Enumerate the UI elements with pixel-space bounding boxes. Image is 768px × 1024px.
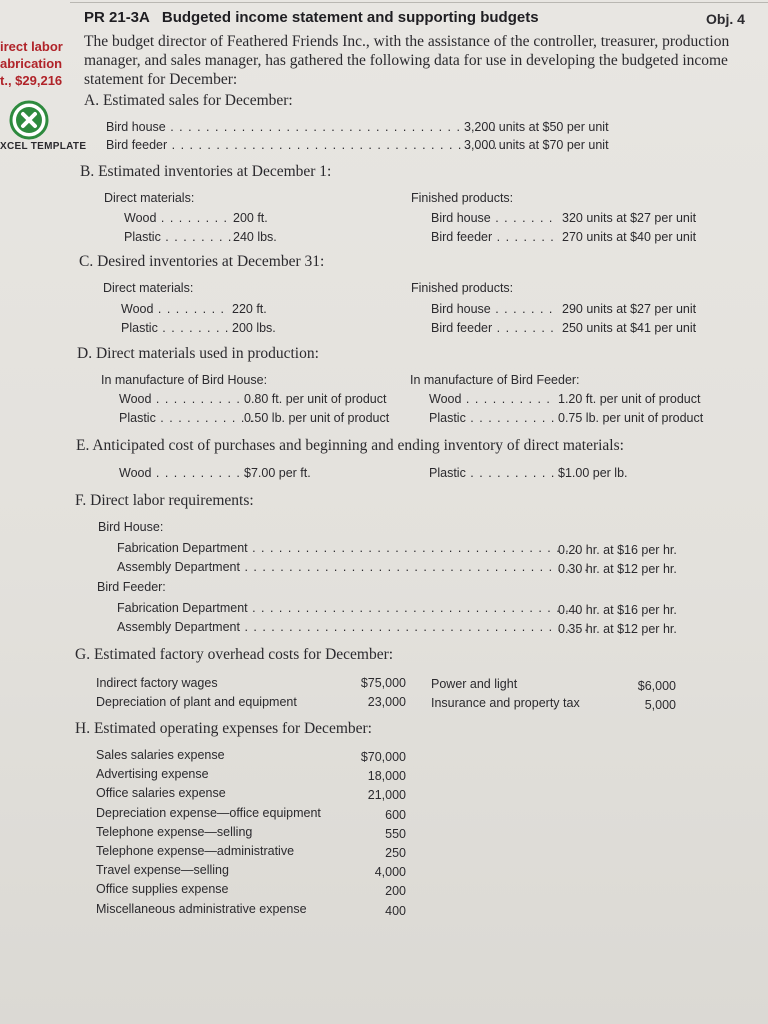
h-row-value: 600 [385, 808, 406, 822]
h-row-value: 200 [385, 884, 406, 898]
b-birdfeeder-value: 270 units at $40 per unit [562, 230, 697, 244]
h-row-value: 250 [385, 846, 406, 860]
h-row-label: Advertising expense [96, 767, 209, 781]
f-house-fab-value: 0.20 hr. at $16 per hr. [558, 543, 677, 557]
section-h-heading: H. Estimated operating expenses for December: [75, 720, 372, 737]
sales-birdhouse-value: 3,200 units at $50 per unit [464, 120, 609, 134]
f-feeder-fab-label: Fabrication Department . . . . . . . . . . . . . . . . . . . . . . . . . . . . . . . . . . . . . [117, 601, 579, 615]
f-feeder-label: Bird Feeder: [97, 580, 166, 594]
f-house-label: Bird House: [98, 520, 164, 534]
h-row-value: 4,000 [374, 865, 406, 879]
e-plastic-label: Plastic . . . . . . . . . . [429, 466, 556, 480]
g-indirect-wages-label: Indirect factory wages [96, 676, 218, 690]
b-plastic-label: Plastic . . . . . . . . [124, 230, 233, 244]
d-house-wood-value: 0.80 ft. per unit of product [244, 392, 387, 406]
h-row-label: Depreciation expense—office equipment [96, 806, 321, 820]
d-feeder-wood-value: 1.20 ft. per unit of product [558, 392, 701, 406]
c-birdhouse-label: Bird house . . . . . . . [431, 302, 554, 316]
f-house-fab-label: Fabrication Department . . . . . . . . . . . . . . . . . . . . . . . . . . . . . . . . . . . . . [117, 541, 579, 555]
problem-number: PR 21-3A [84, 9, 150, 26]
d-feeder-plastic-label: Plastic . . . . . . . . . . [429, 411, 556, 425]
c-wood-label: Wood . . . . . . . . [121, 302, 226, 316]
c-birdhouse-value: 290 units at $27 per unit [562, 302, 697, 316]
h-row-value: 18,000 [367, 769, 406, 783]
section-a-heading: A. Estimated sales for December: [84, 92, 293, 109]
h-row-label: Telephone expense—administrative [96, 844, 295, 858]
d-feeder-plastic-value: 0.75 lb. per unit of product [558, 411, 704, 425]
f-feeder-fab-value: 0.40 hr. at $16 per hr. [558, 603, 677, 617]
c-plastic-value: 200 lbs. [232, 321, 276, 335]
d-house-plastic-label: Plastic . . . . . . . . . . . [119, 411, 255, 425]
h-row-label: Telephone expense—selling [96, 825, 253, 839]
section-f-heading: F. Direct labor requirements: [75, 492, 254, 509]
sales-birdhouse-label: Bird house . . . . . . . . . . . . . . . . . . . . . . . . . . . . . . . . . . . . . [106, 120, 497, 134]
c-wood-value: 220 ft. [232, 302, 267, 316]
h-row-label: Office supplies expense [96, 882, 229, 896]
g-insurance-label: Insurance and property tax [431, 696, 580, 710]
section-g-heading: G. Estimated factory overhead costs for December: [75, 646, 394, 663]
h-row-label: Travel expense—selling [96, 863, 229, 877]
e-wood-label: Wood . . . . . . . . . . . [119, 466, 250, 480]
b-finished-label: Finished products: [411, 191, 514, 205]
g-depreciation-value: 23,000 [367, 695, 406, 709]
f-house-asm-label: Assembly Department . . . . . . . . . . . . . . . . . . . . . . . . . . . . . . . . . . . . . . . [117, 560, 589, 574]
b-wood-value: 200 ft. [233, 211, 268, 225]
problem-title [84, 9, 539, 26]
g-indirect-wages-value: $75,000 [360, 676, 406, 690]
h-row-value: 550 [385, 827, 406, 841]
c-birdfeeder-label: Bird feeder . . . . . . . [431, 321, 555, 335]
b-wood-label: Wood . . . . . . . . [124, 211, 229, 225]
margin-answer-line3: t., $29,216 [0, 73, 63, 88]
section-b-heading: B. Estimated inventories at December 1: [80, 163, 332, 180]
h-row-value: 21,000 [367, 788, 406, 802]
section-c-heading: C. Desired inventories at December 31: [79, 253, 325, 270]
e-plastic-value: $1.00 per lb. [558, 466, 628, 480]
b-birdhouse-value: 320 units at $27 per unit [562, 211, 697, 225]
h-row-value: 400 [385, 904, 406, 918]
e-wood-value: $7.00 per ft. [244, 466, 311, 480]
excel-template-label: XCEL TEMPLATE [0, 141, 87, 152]
margin-answer-line1: irect labor [0, 39, 63, 54]
g-insurance-value: 5,000 [644, 698, 676, 712]
d-house-label: In manufacture of Bird House: [101, 373, 268, 387]
section-e-heading: E. Anticipated cost of purchases and beginning and ending inventory of direct materials: [76, 437, 624, 454]
b-birdhouse-label: Bird house . . . . . . . [431, 211, 554, 225]
f-house-asm-value: 0.30 hr. at $12 per hr. [558, 562, 677, 576]
d-house-wood-label: Wood . . . . . . . . . . . [119, 392, 250, 406]
h-row-label: Office salaries expense [96, 786, 226, 800]
b-direct-materials-label: Direct materials: [104, 191, 195, 205]
c-direct-materials-label: Direct materials: [103, 281, 194, 295]
c-plastic-label: Plastic . . . . . . . . [121, 321, 230, 335]
excel-template-icon [9, 100, 49, 140]
b-birdfeeder-label: Bird feeder . . . . . . . [431, 230, 555, 244]
d-feeder-wood-label: Wood . . . . . . . . . . [429, 392, 551, 406]
sales-birdfeeder-value: 3,000 units at $70 per unit [464, 138, 609, 152]
g-power-value: $6,000 [637, 679, 676, 693]
g-power-label: Power and light [431, 677, 518, 691]
sales-birdfeeder-label: Bird feeder . . . . . . . . . . . . . . . . . . . . . . . . . . . . . . . . . . . . . . [106, 138, 508, 152]
section-d-heading: D. Direct materials used in production: [77, 345, 319, 362]
d-feeder-label: In manufacture of Bird Feeder: [410, 373, 580, 387]
problem-heading: Budgeted income statement and supporting budgets [161, 9, 539, 26]
f-feeder-asm-label: Assembly Department . . . . . . . . . . . . . . . . . . . . . . . . . . . . . . . . . . . . . . . [117, 620, 589, 634]
top-rule [70, 2, 768, 3]
c-finished-label: Finished products: [411, 281, 514, 295]
objective-label: Obj. 4 [706, 11, 745, 27]
c-birdfeeder-value: 250 units at $41 per unit [562, 321, 697, 335]
h-row-label: Sales salaries expense [96, 748, 225, 762]
h-row-value: $70,000 [360, 750, 406, 764]
h-row-label: Miscellaneous administrative expense [96, 902, 307, 916]
g-depreciation-label: Depreciation of plant and equipment [96, 695, 297, 709]
f-feeder-asm-value: 0.35 hr. at $12 per hr. [558, 622, 677, 636]
intro-paragraph: The budget director of Feathered Friends Inc., with the assistance of the controller, treasurer, production manager, and sales manager, has gathered the following data for use in developing the budgeted income statement for December: [84, 33, 730, 88]
margin-answer-line2: abrication [0, 56, 63, 71]
b-plastic-value: 240 lbs. [233, 230, 277, 244]
d-house-plastic-value: 0.50 lb. per unit of product [244, 411, 390, 425]
